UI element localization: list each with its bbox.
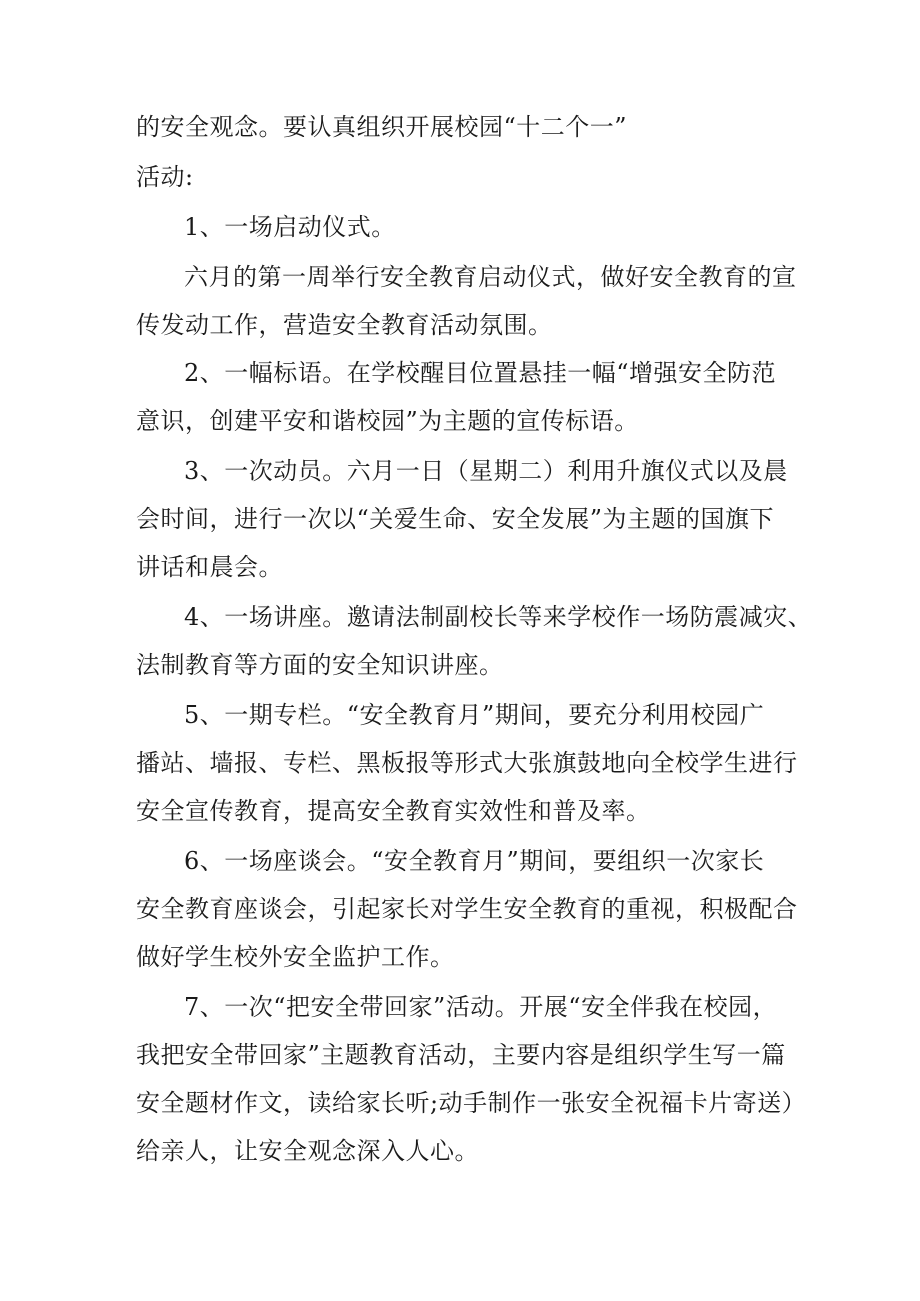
- text-line: 传发动工作，营造安全教育活动氛围。: [136, 311, 553, 339]
- list-item-heading: 4、一场讲座。邀请法制副校长等来学校作一场防震减灾、: [184, 603, 813, 631]
- text-line: 安全题材作文，读给家长听;动手制作一张安全祝福卡片寄送）: [136, 1089, 807, 1117]
- list-item-heading: 6、一场座谈会。“安全教育月”期间，要组织一次家长: [184, 847, 765, 875]
- text-line: 六月的第一周举行安全教育启动仪式，做好安全教育的宣: [184, 263, 797, 291]
- text-line: 安全宣传教育，提高安全教育实效性和普及率。: [136, 797, 651, 825]
- list-item-heading: 2、一幅标语。在学校醒目位置悬挂一幅“增强安全防范: [184, 359, 777, 387]
- text-line: 我把安全带回家”主题教育活动，主要内容是组织学生写一篇: [136, 1041, 786, 1069]
- text-line: 安全教育座谈会，引起家长对学生安全教育的重视，积极配合: [136, 895, 798, 923]
- list-item-heading: 1、一场启动仪式。: [184, 213, 396, 241]
- list-item-heading: 5、一期专栏。“安全教育月”期间，要充分利用校园广: [184, 701, 765, 729]
- text-line: 做好学生校外安全监护工作。: [136, 943, 455, 971]
- text-line: 的安全观念。要认真组织开展校园“十二个一”: [136, 113, 628, 141]
- text-line: 会时间，进行一次以“关爱生命、安全发展”为主题的国旗下: [136, 505, 775, 533]
- list-item-heading: 3、一次动员。六月一日（星期二）利用升旗仪式以及晨: [184, 457, 788, 485]
- text-line: 意识，创建平安和谐校园”为主题的宣传标语。: [136, 407, 639, 435]
- text-line: 给亲人，让安全观念深入人心。: [136, 1137, 479, 1165]
- text-line: 活动:: [136, 163, 194, 191]
- text-line: 讲话和晨会。: [136, 553, 283, 581]
- text-line: 法制教育等方面的安全知识讲座。: [136, 651, 504, 679]
- list-item-heading: 7、一次“把安全带回家”活动。开展“安全伴我在校园，: [184, 993, 778, 1021]
- text-line: 播站、墙报、专栏、黑板报等形式大张旗鼓地向全校学生进行: [136, 749, 798, 777]
